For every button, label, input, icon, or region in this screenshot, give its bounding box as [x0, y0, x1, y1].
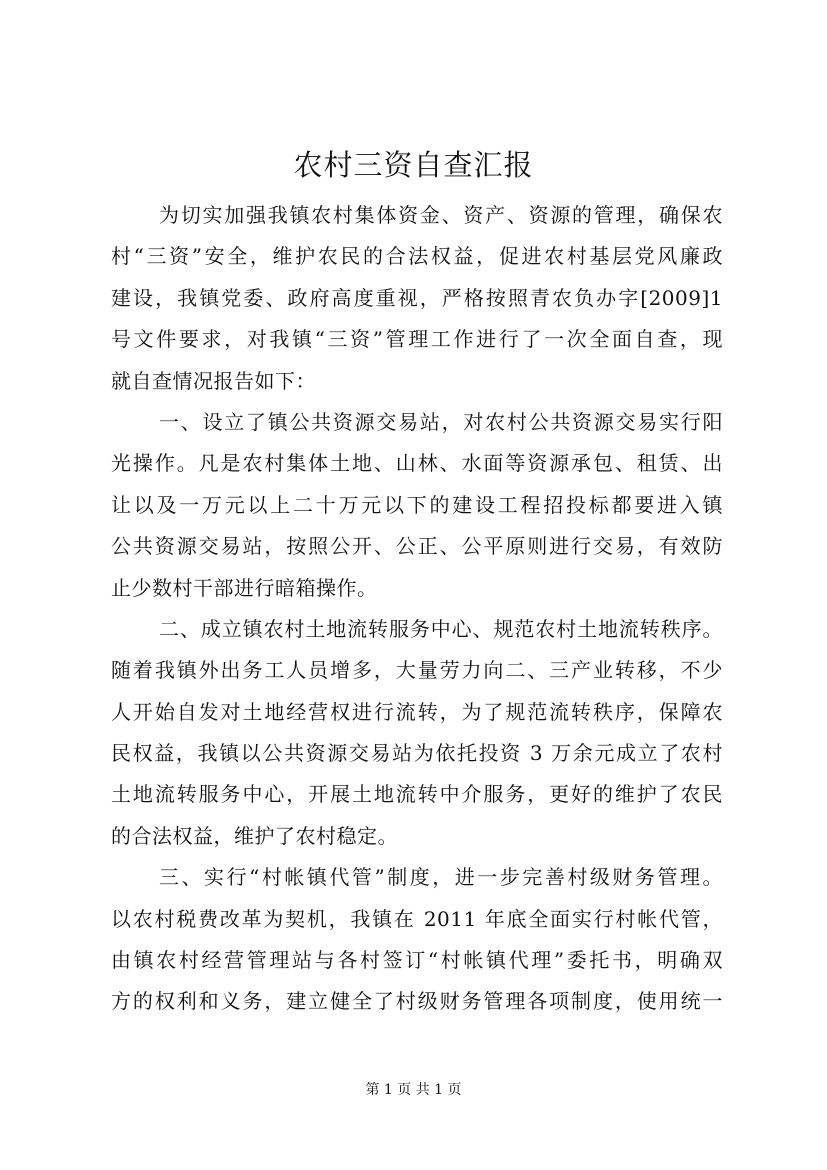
- text-line: 建设，我镇党委、政府高度重视，严格按照青农负办字[2009]1: [111, 285, 723, 310]
- text-line: 公共资源交易站，按照公开、公正、公平原则进行交易，有效防: [111, 534, 723, 559]
- text-line: 就自查情况报告如下：: [111, 368, 316, 393]
- text-line: 的合法权益，维护了农村稳定。: [111, 823, 398, 848]
- document-body: [111, 195, 723, 1023]
- text-line: 人开始自发对土地经营权进行流转，为了规范流转秩序，保障农: [111, 699, 723, 724]
- text-line: 村“三资”安全，维护农民的合法权益，促进农村基层党风廉政: [111, 244, 723, 269]
- text-line: 三、实行“村帐镇代管”制度，进一步完善村级财务管理。: [159, 865, 723, 890]
- text-line: 号文件要求，对我镇“三资”管理工作进行了一次全面自查，现: [111, 327, 723, 352]
- text-line: 为切实加强我镇农村集体资金、资产、资源的管理，确保农: [159, 203, 723, 227]
- text-line: 随着我镇外出务工人员增多，大量劳力向二、三产业转移，不少: [111, 658, 723, 683]
- text-line: 一、设立了镇公共资源交易站，对农村公共资源交易实行阳: [159, 409, 723, 434]
- page-footer: 第 1 页 共 1 页: [365, 1082, 462, 1098]
- text-line: 民权益，我镇以公共资源交易站为依托投资 3 万余元成立了农村: [111, 741, 723, 766]
- text-line: 土地流转服务中心，开展土地流转中介服务，更好的维护了农民: [111, 782, 723, 807]
- document-title: 农村三资自查汇报: [293, 148, 534, 182]
- text-line: 以农村税费改革为契机，我镇在 2011 年底全面实行村帐代管，: [111, 906, 723, 931]
- text-line: 止少数村干部进行暗箱操作。: [111, 575, 378, 600]
- text-line: 光操作。凡是农村集体土地、山林、水面等资源承包、租赁、出: [111, 451, 723, 476]
- text-line: 让以及一万元以上二十万元以下的建设工程招投标都要进入镇: [111, 492, 723, 517]
- text-line: 方的权利和义务，建立健全了村级财务管理各项制度，使用统一: [111, 989, 723, 1014]
- text-line: 二、成立镇农村土地流转服务中心、规范农村土地流转秩序。: [159, 616, 723, 641]
- text-line: 由镇农村经营管理站与各村签订“村帐镇代理”委托书，明确双: [111, 948, 723, 973]
